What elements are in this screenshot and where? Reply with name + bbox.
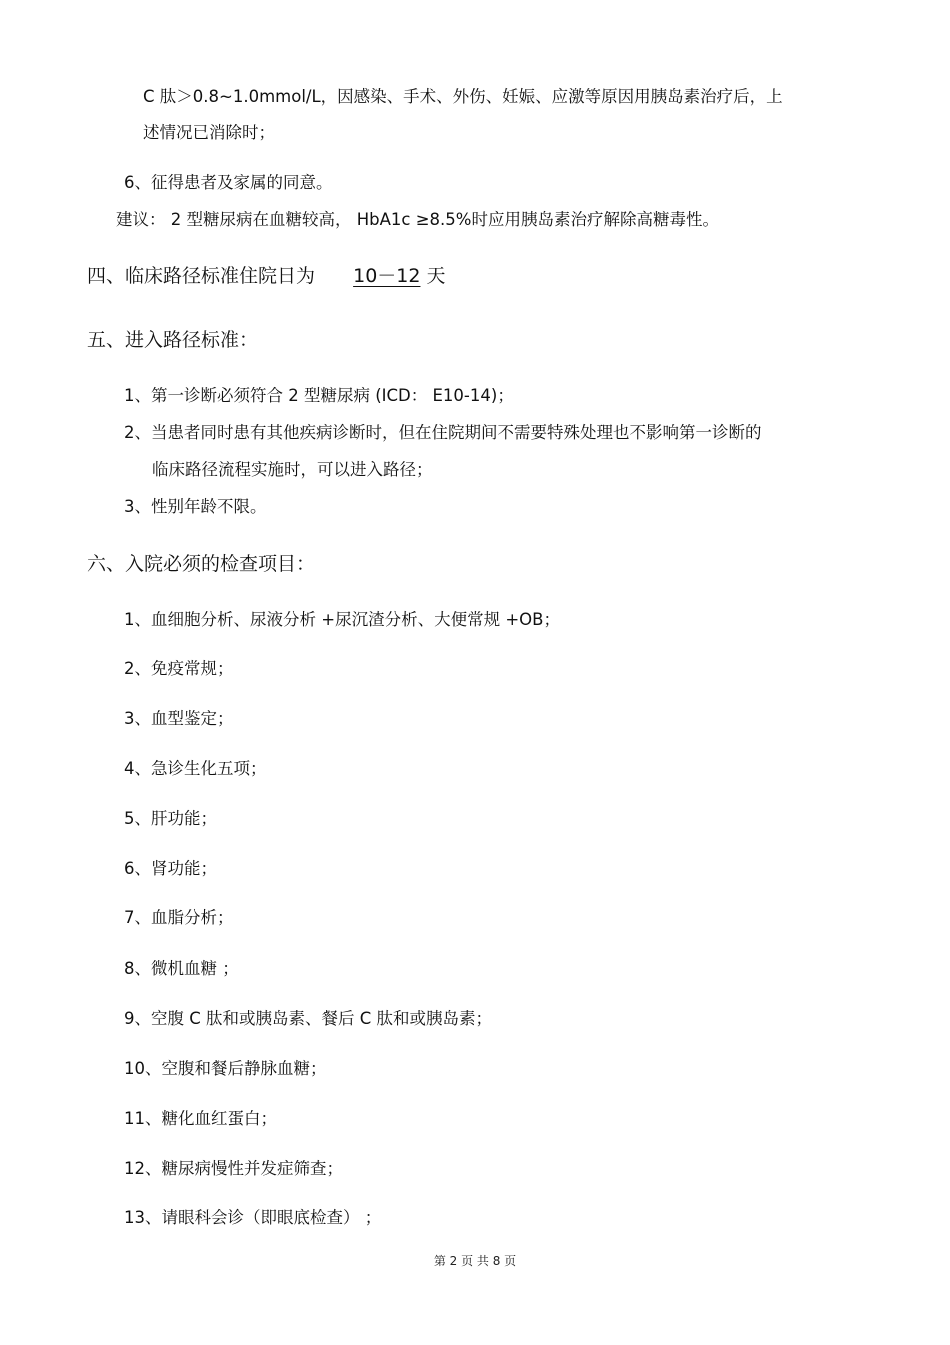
exam-item: 6、肾功能； bbox=[124, 859, 217, 878]
entry-item-3: 3、性别年龄不限。 bbox=[124, 497, 267, 516]
exam-item: 2、免疫常规； bbox=[124, 659, 234, 678]
section-5-heading: 五、进入路径标准： bbox=[87, 329, 259, 351]
criteria-item-6: 6、征得患者及家属的同意。 bbox=[124, 173, 333, 192]
continuation-line-1: C 肽＞0.8~1.0mmol/L，因感染、手术、外伤、妊娠、应激等原因用胰岛素治疗后，上 bbox=[143, 87, 783, 106]
section-6-heading: 六、入院必须的检查项目： bbox=[87, 553, 316, 575]
entry-item-2-line-1: 2、当患者同时患有其他疾病诊断时，但在住院期间不需要特殊处理也不影响第一诊断的 bbox=[124, 423, 762, 442]
suggestion-text: 建议： 2 型糖尿病在血糖较高， HbA1c ≥8.5%时应用胰岛素治疗解除高糖毒性。 bbox=[116, 210, 719, 229]
hospital-days-value: 10－12 bbox=[353, 265, 421, 287]
exam-item: 7、血脂分析； bbox=[124, 908, 234, 927]
exam-item: 11、糖化血红蛋白； bbox=[124, 1109, 277, 1128]
exam-item: 10、空腹和餐后静脉血糖； bbox=[124, 1059, 327, 1078]
exam-item: 13、请眼科会诊（即眼底检查） ； bbox=[124, 1208, 382, 1227]
entry-item-2-line-2: 临床路径流程实施时，可以进入路径； bbox=[152, 460, 433, 479]
exam-item: 8、微机血糖 ； bbox=[124, 959, 239, 978]
exam-item: 4、急诊生化五项； bbox=[124, 759, 267, 778]
page-footer: 第 2 页 共 8 页 bbox=[433, 1254, 517, 1268]
hospital-days-unit: 天 bbox=[426, 265, 446, 287]
exam-item: 1、血细胞分析、尿液分析 +尿沉渣分析、大便常规 +OB； bbox=[124, 610, 560, 629]
exam-item: 9、空腹 C 肽和或胰岛素、餐后 C 肽和或胰岛素； bbox=[124, 1009, 493, 1028]
exam-item: 3、血型鉴定； bbox=[124, 709, 234, 728]
section-4-heading-text: 四、临床路径标准住院日为 bbox=[87, 265, 316, 287]
exam-item: 12、糖尿病慢性并发症筛查； bbox=[124, 1159, 343, 1178]
exam-item: 5、肝功能； bbox=[124, 809, 217, 828]
entry-item-1: 1、第一诊断必须符合 2 型糖尿病 (ICD： E10-14)； bbox=[124, 386, 514, 405]
section-4-heading bbox=[87, 263, 446, 289]
continuation-line-2: 述情况已消除时； bbox=[143, 123, 275, 142]
